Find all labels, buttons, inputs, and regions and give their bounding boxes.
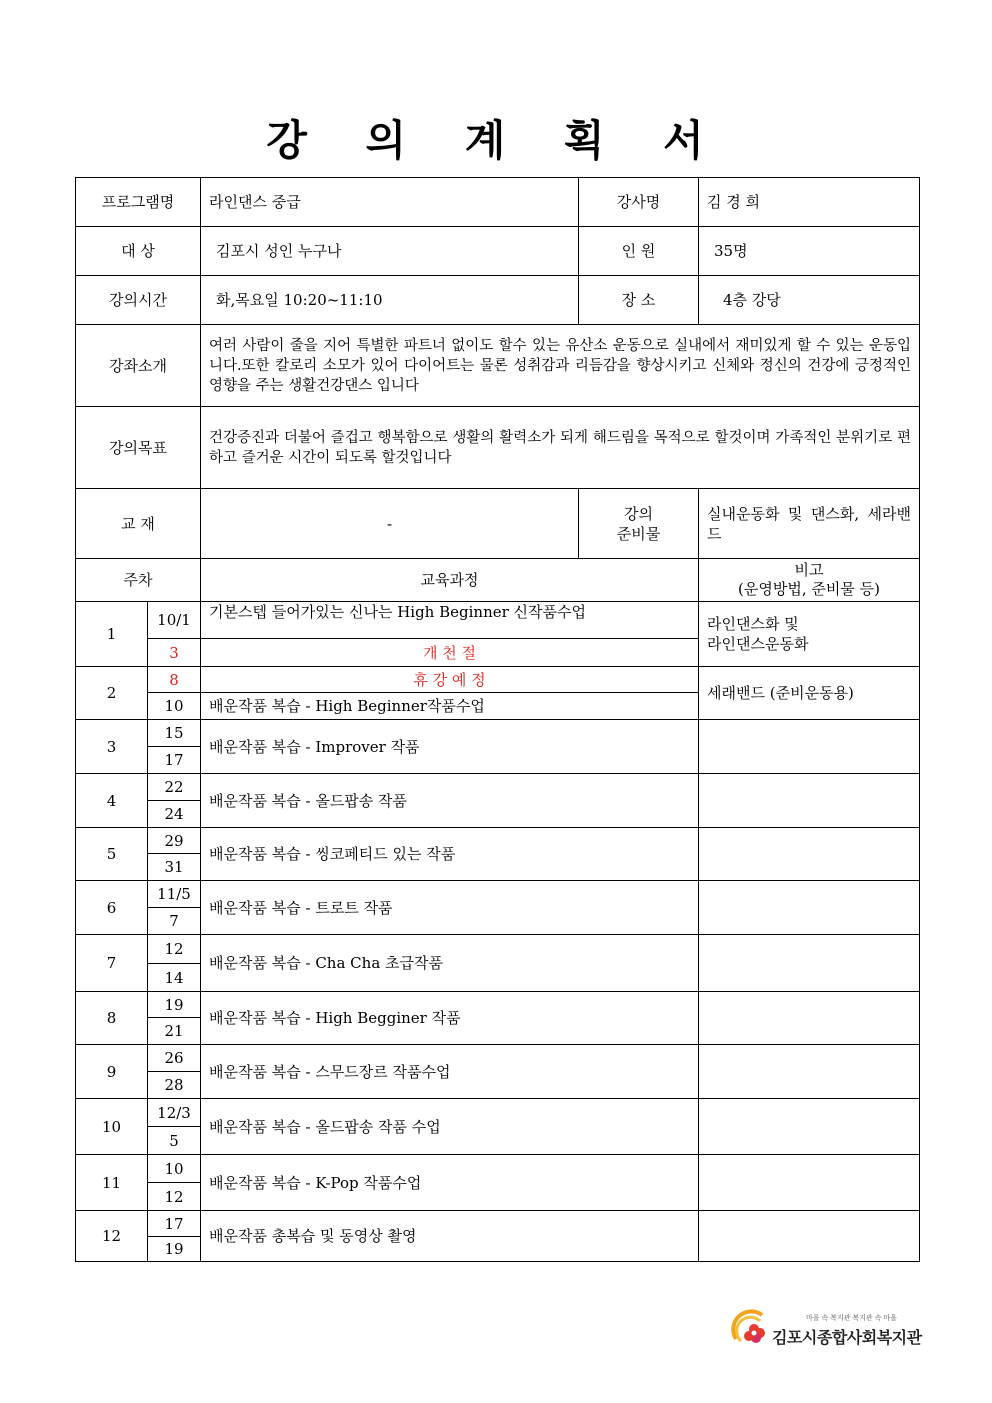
goal-label: 강의목표 (76, 407, 201, 489)
course-content: 배운작품 복습 - 올드팝송 작품 (201, 774, 699, 828)
session-date: 10 (148, 693, 201, 720)
session-date: 12 (148, 935, 201, 964)
note-cell: 라인댄스화 및 라인댄스운동화 (699, 602, 920, 667)
course-content: 배운작품 총복습 및 동영상 촬영 (201, 1211, 699, 1262)
table-row (76, 1045, 920, 1072)
plan-table (75, 177, 920, 1262)
course-header: 교육과정 (201, 559, 699, 602)
session-date: 3 (148, 639, 201, 667)
textbook-label: 교 재 (76, 489, 201, 559)
target-value: 김포시 성인 누구나 (201, 227, 579, 276)
capacity-value: 35명 (699, 227, 920, 276)
session-date: 24 (148, 801, 201, 828)
session-date: 19 (148, 992, 201, 1018)
goal-value: 건강증진과 더불어 즐겁고 행복함으로 생활의 활력소가 되게 해드림을 목적으로 할것이며 가족적인 분위기로 편하고 즐거운 시간이 되도록 할것입니다 (201, 407, 920, 489)
instructor-label: 강사명 (579, 178, 699, 227)
session-date: 17 (148, 747, 201, 774)
welfare-center-logo (728, 1305, 928, 1355)
table-row (76, 602, 920, 639)
session-date: 29 (148, 828, 201, 854)
schedule-body (76, 602, 920, 1262)
logo-emblem-icon (728, 1305, 772, 1351)
place-label: 장 소 (579, 276, 699, 325)
course-content: 배운작품 복습 - 스무드장르 작품수업 (201, 1045, 699, 1099)
session-date: 11/5 (148, 881, 201, 908)
prep-value: 실내운동화 및 댄스화, 세라밴드 (699, 489, 920, 559)
course-content: 휴 강 예 정 (201, 667, 699, 693)
note-cell (699, 828, 920, 881)
intro-value: 여러 사람이 줄을 지어 특별한 파트너 없이도 할수 있는 유산소 운동으로 실내에서 재미있게 할 수 있는 운동입니다.또한 칼로리 소모가 있어 다이어트는 물론 성취감과 리듬감을 향상시키고 신체와 정신의 건강에 긍정적인 영향을 주는 생활건강댄스 입니다 (201, 325, 920, 407)
table-row (76, 1211, 920, 1237)
week-number: 3 (76, 720, 148, 774)
note-cell (699, 1155, 920, 1211)
table-row (76, 720, 920, 747)
session-date: 17 (148, 1211, 201, 1237)
course-content: 배운작품 복습 - Cha Cha 초급작품 (201, 935, 699, 992)
session-date: 15 (148, 720, 201, 747)
course-content: 배운작품 복습 - Improver 작품 (201, 720, 699, 774)
session-date: 7 (148, 908, 201, 935)
intro-label: 강좌소개 (76, 325, 201, 407)
week-header: 주차 (76, 559, 201, 602)
table-row (76, 881, 920, 908)
week-number: 1 (76, 602, 148, 667)
table-row (76, 667, 920, 693)
time-label: 강의시간 (76, 276, 201, 325)
session-date: 14 (148, 964, 201, 992)
target-label: 대 상 (76, 227, 201, 276)
table-row (76, 828, 920, 854)
place-value: 4층 강당 (699, 276, 920, 325)
logo-name: 김포시종합사회복지관 (772, 1330, 922, 1347)
week-number: 4 (76, 774, 148, 828)
week-number: 8 (76, 992, 148, 1045)
course-content: 배운작품 복습 - 씽코페티드 있는 작품 (201, 828, 699, 881)
course-content: 기본스텝 들어가있는 신나는 High Beginner 신작품수업 (201, 602, 699, 639)
session-date: 22 (148, 774, 201, 801)
session-date: 31 (148, 854, 201, 881)
table-row (76, 1099, 920, 1127)
session-date: 19 (148, 1237, 201, 1262)
note-header: 비고 (운영방법, 준비물 등) (699, 559, 920, 602)
program-value: 라인댄스 중급 (201, 178, 579, 227)
session-date: 21 (148, 1018, 201, 1045)
note-cell (699, 935, 920, 992)
session-date: 28 (148, 1072, 201, 1099)
program-label: 프로그램명 (76, 178, 201, 227)
week-number: 2 (76, 667, 148, 720)
session-date: 12 (148, 1183, 201, 1211)
note-cell: 세래밴드 (준비운동용) (699, 667, 920, 720)
session-date: 12/3 (148, 1099, 201, 1127)
session-date: 8 (148, 667, 201, 693)
week-number: 7 (76, 935, 148, 992)
session-date: 10 (148, 1155, 201, 1183)
prep-label: 강의 준비물 (579, 489, 699, 559)
session-date: 5 (148, 1127, 201, 1155)
table-row (76, 935, 920, 964)
course-content: 배운작품 복습 - High Begginer 작품 (201, 992, 699, 1045)
course-content: 배운작품 복습 - 올드팝송 작품 수업 (201, 1099, 699, 1155)
course-content: 배운작품 복습 - K-Pop 작품수업 (201, 1155, 699, 1211)
table-row (76, 992, 920, 1018)
week-number: 5 (76, 828, 148, 881)
week-number: 11 (76, 1155, 148, 1211)
session-date: 26 (148, 1045, 201, 1072)
note-cell (699, 720, 920, 774)
note-cell (699, 881, 920, 935)
week-number: 10 (76, 1099, 148, 1155)
course-content: 배운작품 복습 - 트로트 작품 (201, 881, 699, 935)
note-cell (699, 1045, 920, 1099)
course-content: 배운작품 복습 - High Beginner작품수업 (201, 693, 699, 720)
week-number: 9 (76, 1045, 148, 1099)
note-cell (699, 774, 920, 828)
logo-slogan: 마을 속 복지관 복지관 속 마을 (806, 1315, 897, 1322)
note-cell (699, 992, 920, 1045)
week-number: 12 (76, 1211, 148, 1262)
session-date: 10/1 (148, 602, 201, 639)
week-number: 6 (76, 881, 148, 935)
note-cell (699, 1099, 920, 1155)
document-title: 강 의 계 획 서 (266, 116, 726, 165)
course-content: 개 천 절 (201, 639, 699, 667)
textbook-value: - (201, 489, 579, 559)
capacity-label: 인 원 (579, 227, 699, 276)
note-cell (699, 1211, 920, 1262)
table-row (76, 774, 920, 801)
time-value: 화,목요일 10:20~11:10 (201, 276, 579, 325)
table-row (76, 1155, 920, 1183)
instructor-value: 김 경 희 (699, 178, 920, 227)
